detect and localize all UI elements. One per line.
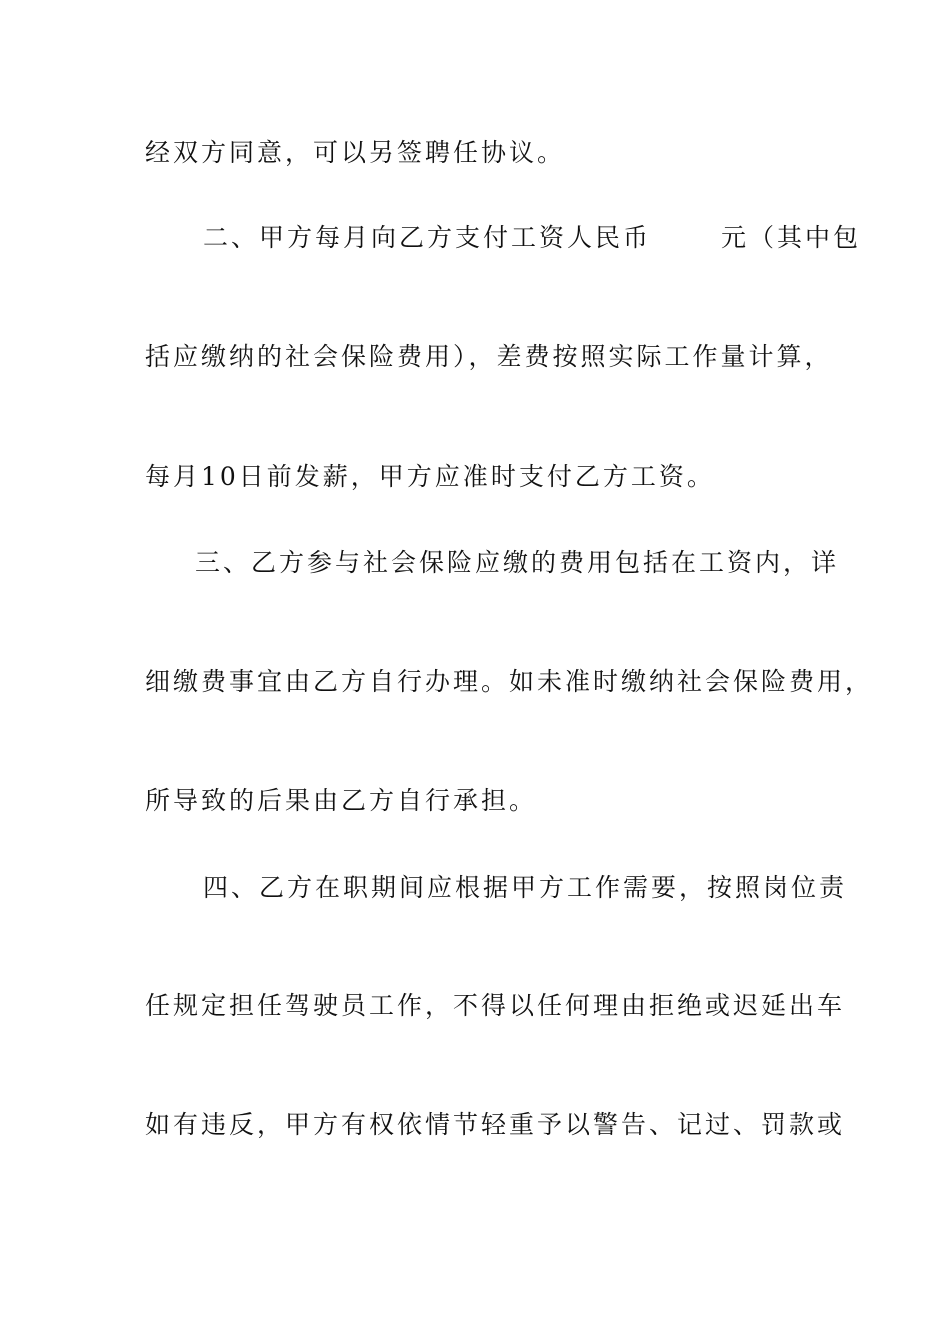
text-line [203,223,861,253]
text-line: 所导致的后果由乙方自行承担。 [145,786,538,815]
text-line: 四、乙方在职期间应根据甲方工作需要，按照岗位责 [203,873,848,902]
text-line: 每月10日前发薪，甲方应准时支付乙方工资。 [145,462,715,491]
text-line: 经双方同意，可以另签聘任协议。 [145,138,566,167]
text-line: 括应缴纳的社会保险费用），差费按照实际工作量计算， [145,342,833,371]
text-line: 任规定担任驾驶员工作，不得以任何理由拒绝或迟延出车 [145,991,846,1020]
text-segment: 元（其中包 [721,223,862,252]
text-line: 细缴费事宜由乙方自行办理。如未准时缴纳社会保险费用， [145,667,874,696]
text-segment: 二、甲方每月向乙方支付工资人民币 [203,223,652,252]
text-line: 如有违反，甲方有权依情节轻重予以警告、记过、罚款或 [145,1110,846,1139]
text-line: 三、乙方参与社会保险应缴的费用包括在工资内，详 [195,548,840,577]
